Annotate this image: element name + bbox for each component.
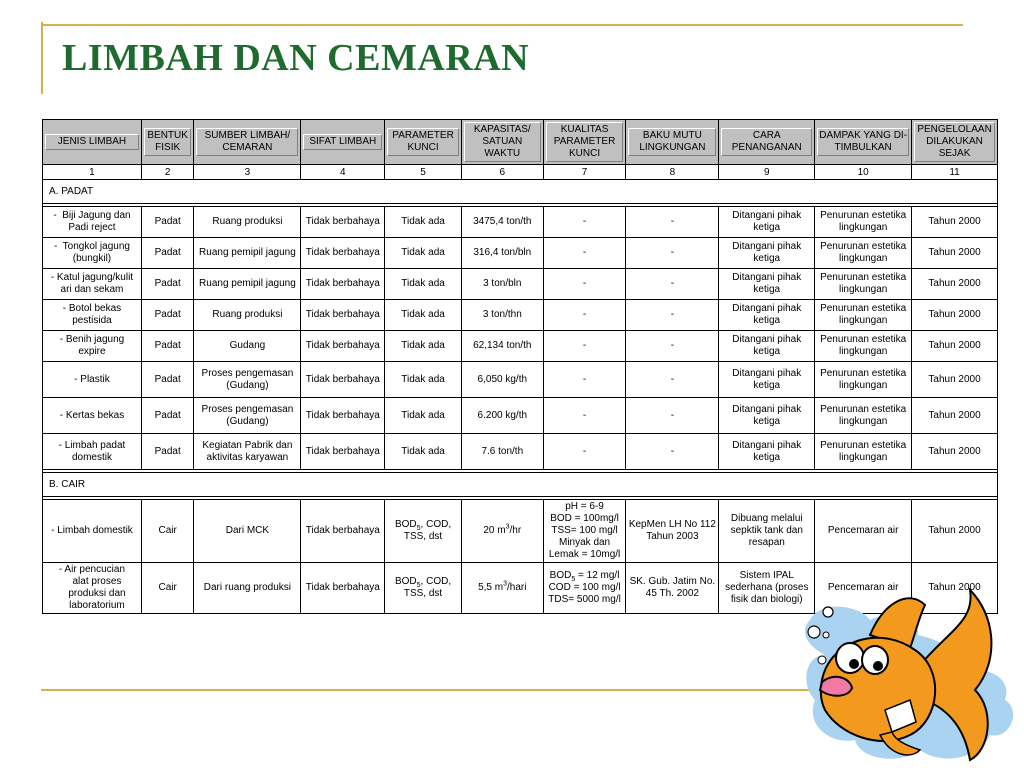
column-number: 8 bbox=[626, 165, 719, 180]
cell-kualitas: - bbox=[543, 331, 626, 362]
cell-jenis: - Biji Jagung dan Padi reject bbox=[43, 207, 142, 238]
column-number-row bbox=[43, 165, 998, 180]
section-row-cair bbox=[43, 473, 998, 497]
cell-sifat: Tidak berbahaya bbox=[301, 434, 385, 470]
cell-jenis: - Limbah padat domestik bbox=[43, 434, 142, 470]
padat-rows bbox=[43, 207, 998, 470]
cell-baku-mutu: SK. Gub. Jatim No. 45 Th. 2002 bbox=[626, 563, 719, 614]
column-number: 11 bbox=[912, 165, 998, 180]
cell-bentuk: Padat bbox=[141, 398, 193, 434]
cell-baku-mutu: KepMen LH No 112 Tahun 2003 bbox=[626, 500, 719, 563]
cell-dampak: Penurunan estetika lingkungan bbox=[815, 434, 912, 470]
header-cell: PARAMETER KUNCI bbox=[385, 120, 462, 165]
cell-parameter: Tidak ada bbox=[385, 269, 462, 300]
header-cell: SIFAT LIMBAH bbox=[301, 120, 385, 165]
header-cell: KUALITAS PARAMETER KUNCI bbox=[543, 120, 626, 165]
cell-baku-mutu: - bbox=[626, 269, 719, 300]
cell-sumber: Ruang produksi bbox=[194, 300, 301, 331]
table-row bbox=[43, 362, 998, 398]
cell-kapasitas: 6,050 kg/th bbox=[461, 362, 543, 398]
title-accent-bar bbox=[41, 22, 43, 94]
cell-bentuk: Padat bbox=[141, 362, 193, 398]
cell-bentuk: Cair bbox=[141, 500, 193, 563]
cell-parameter: Tidak ada bbox=[385, 207, 462, 238]
table-row bbox=[43, 398, 998, 434]
cell-cara: Ditangani pihak ketiga bbox=[719, 362, 815, 398]
cell-sejak: Tahun 2000 bbox=[912, 331, 998, 362]
cell-sifat: Tidak berbahaya bbox=[301, 398, 385, 434]
cell-baku-mutu: - bbox=[626, 434, 719, 470]
cell-dampak: Penurunan estetika lingkungan bbox=[815, 269, 912, 300]
cell-sumber: Ruang pemipil jagung bbox=[194, 269, 301, 300]
cell-kapasitas: 20 $m^3/hr$ bbox=[461, 500, 543, 563]
header-cell: PENGELOLAAN DILAKUKAN SEJAK bbox=[912, 120, 998, 165]
header-cell: CARA PENANGANAN bbox=[719, 120, 815, 165]
cell-kapasitas: 7.6 ton/th bbox=[461, 434, 543, 470]
header-cell: KAPASITAS/ SATUAN WAKTU bbox=[461, 120, 543, 165]
cell-cara: Ditangani pihak ketiga bbox=[719, 398, 815, 434]
cell-jenis: - Air pencucian alat proses produksi dan laboratorium bbox=[43, 563, 142, 614]
cell-parameter: Tidak ada bbox=[385, 398, 462, 434]
slide-title: LIMBAH DAN CEMARAN bbox=[62, 37, 530, 79]
cell-dampak: Penurunan estetika lingkungan bbox=[815, 207, 912, 238]
header-cell: JENIS LIMBAH bbox=[43, 120, 142, 165]
table-row bbox=[43, 300, 998, 331]
cell-sifat: Tidak berbahaya bbox=[301, 362, 385, 398]
cell-sejak: Tahun 2000 bbox=[912, 269, 998, 300]
cell-kapasitas: 3475,4 ton/th bbox=[461, 207, 543, 238]
cell-cara: Ditangani pihak ketiga bbox=[719, 238, 815, 269]
header-cell: BENTUK FISIK bbox=[141, 120, 193, 165]
cell-bentuk: Padat bbox=[141, 238, 193, 269]
section-label: A. PADAT bbox=[43, 180, 998, 204]
column-number: 4 bbox=[301, 165, 385, 180]
cell-parameter: Tidak ada bbox=[385, 331, 462, 362]
cell-bentuk: Padat bbox=[141, 300, 193, 331]
cell-kapasitas: 316,4 ton/bln bbox=[461, 238, 543, 269]
cell-cara: Ditangani pihak ketiga bbox=[719, 269, 815, 300]
cell-sumber: Ruang produksi bbox=[194, 207, 301, 238]
cell-jenis: - Limbah domestik bbox=[43, 500, 142, 563]
fish-lips bbox=[820, 677, 852, 696]
cell-kualitas: pH = 6-9 BOD = 100mg/l TSS= 100 mg/l Minyak dan Lemak = 10mg/l bbox=[543, 500, 626, 563]
cell-sumber: Gudang bbox=[194, 331, 301, 362]
cell-kapasitas: 6.200 kg/th bbox=[461, 398, 543, 434]
cell-baku-mutu: - bbox=[626, 398, 719, 434]
column-number: 5 bbox=[385, 165, 462, 180]
cell-cara: Sistem IPAL sederhana (proses fisik dan biologi) bbox=[719, 563, 815, 614]
cell-kualitas: - bbox=[543, 269, 626, 300]
cell-sifat: Tidak berbahaya bbox=[301, 300, 385, 331]
cell-sifat: Tidak berbahaya bbox=[301, 269, 385, 300]
cell-jenis: - Plastik bbox=[43, 362, 142, 398]
fish-eye-left bbox=[836, 643, 864, 673]
cell-bentuk: Padat bbox=[141, 331, 193, 362]
cell-bentuk: Padat bbox=[141, 269, 193, 300]
cell-dampak: Penurunan estetika lingkungan bbox=[815, 398, 912, 434]
cell-kualitas: - bbox=[543, 398, 626, 434]
cell-cara: Ditangani pihak ketiga bbox=[719, 300, 815, 331]
cell-dampak: Penurunan estetika lingkungan bbox=[815, 300, 912, 331]
cell-jenis: - Botol bekas pestisida bbox=[43, 300, 142, 331]
cell-cara: Ditangani pihak ketiga bbox=[719, 434, 815, 470]
cell-sifat: Tidak berbahaya bbox=[301, 331, 385, 362]
cell-jenis: - Tongkol jagung (bungkil) bbox=[43, 238, 142, 269]
header-cell: SUMBER LIMBAH/ CEMARAN bbox=[194, 120, 301, 165]
cell-kualitas: - bbox=[543, 207, 626, 238]
cell-sumber: Ruang pemipil jagung bbox=[194, 238, 301, 269]
cell-dampak: Pencemaran air bbox=[815, 500, 912, 563]
cell-sumber: Kegiatan Pabrik dan aktivitas karyawan bbox=[194, 434, 301, 470]
header-row bbox=[43, 120, 998, 165]
cell-kapasitas: 3 ton/bln bbox=[461, 269, 543, 300]
cell-sejak: Tahun 2000 bbox=[912, 238, 998, 269]
goldfish-clipart-icon bbox=[800, 560, 1024, 768]
cell-baku-mutu: - bbox=[626, 331, 719, 362]
cell-kapasitas: 3 ton/thn bbox=[461, 300, 543, 331]
column-number: 9 bbox=[719, 165, 815, 180]
column-number: 10 bbox=[815, 165, 912, 180]
column-number: 3 bbox=[194, 165, 301, 180]
cell-dampak: Pencemaran air bbox=[815, 563, 912, 614]
top-rule bbox=[41, 24, 963, 26]
cell-parameter: Tidak ada bbox=[385, 434, 462, 470]
cell-sejak: Tahun 2000 bbox=[912, 434, 998, 470]
cell-sifat: Tidak berbahaya bbox=[301, 563, 385, 614]
cell-kualitas: - bbox=[543, 434, 626, 470]
cell-sejak: Tahun 2000 bbox=[912, 207, 998, 238]
cell-kualitas: - bbox=[543, 238, 626, 269]
cell-kapasitas: 5,5 $m^3$/hari bbox=[461, 563, 543, 614]
cell-sifat: Tidak berbahaya bbox=[301, 207, 385, 238]
cell-parameter: $BOD_5$, COD, TSS, dst bbox=[385, 500, 462, 563]
cell-sumber: Proses pengemasan (Gudang) bbox=[194, 398, 301, 434]
cell-baku-mutu: - bbox=[626, 362, 719, 398]
cell-cara: Ditangani pihak ketiga bbox=[719, 331, 815, 362]
table-row bbox=[43, 207, 998, 238]
cell-jenis: - Katul jagung/kulit ari dan sekam bbox=[43, 269, 142, 300]
cell-bentuk: Cair bbox=[141, 563, 193, 614]
cell-dampak: Penurunan estetika lingkungan bbox=[815, 331, 912, 362]
cell-baku-mutu: - bbox=[626, 207, 719, 238]
cell-parameter: Tidak ada bbox=[385, 300, 462, 331]
cell-sumber: Proses pengemasan (Gudang) bbox=[194, 362, 301, 398]
cell-kualitas: $BOD_5 = 12$ mg/l COD = 100 mg/l TDS= 5000 mg/l bbox=[543, 563, 626, 614]
cell-parameter: Tidak ada bbox=[385, 238, 462, 269]
cell-cara: Ditangani pihak ketiga bbox=[719, 207, 815, 238]
section-row-padat bbox=[43, 180, 998, 204]
header-cell: BAKU MUTU LINGKUNGAN bbox=[626, 120, 719, 165]
cell-sejak: Tahun 2000 bbox=[912, 398, 998, 434]
table-row bbox=[43, 331, 998, 362]
column-number: 6 bbox=[461, 165, 543, 180]
cell-sejak: Tahun 2000 bbox=[912, 300, 998, 331]
table-row bbox=[43, 269, 998, 300]
cell-sifat: Tidak berbahaya bbox=[301, 500, 385, 563]
header-cell: DAMPAK YANG DI-TIMBULKAN bbox=[815, 120, 912, 165]
cell-kualitas: - bbox=[543, 300, 626, 331]
bottom-rule bbox=[41, 689, 841, 691]
cell-dampak: Penurunan estetika lingkungan bbox=[815, 362, 912, 398]
cell-kualitas: - bbox=[543, 362, 626, 398]
cell-jenis: - Benih jagung expire bbox=[43, 331, 142, 362]
cell-sumber: Dari ruang produksi bbox=[194, 563, 301, 614]
cell-kapasitas: 62,134 ton/th bbox=[461, 331, 543, 362]
cell-jenis: - Kertas bekas bbox=[43, 398, 142, 434]
table-row bbox=[43, 238, 998, 269]
table-row bbox=[43, 434, 998, 470]
column-number: 7 bbox=[543, 165, 626, 180]
cell-dampak: Penurunan estetika lingkungan bbox=[815, 238, 912, 269]
cell-sejak: Tahun 2000 bbox=[912, 500, 998, 563]
column-number: 2 bbox=[141, 165, 193, 180]
cell-parameter: Tidak ada bbox=[385, 362, 462, 398]
cell-baku-mutu: - bbox=[626, 238, 719, 269]
cell-parameter: $BOD_5$, COD, TSS, dst bbox=[385, 563, 462, 614]
cell-bentuk: Padat bbox=[141, 434, 193, 470]
section-label: B. CAIR bbox=[43, 473, 998, 497]
cell-cara: Dibuang melalui sepktik tank dan resapan bbox=[719, 500, 815, 563]
table-row bbox=[43, 500, 998, 563]
cell-sifat: Tidak berbahaya bbox=[301, 238, 385, 269]
waste-table bbox=[42, 119, 998, 614]
cell-baku-mutu: - bbox=[626, 300, 719, 331]
cell-bentuk: Padat bbox=[141, 207, 193, 238]
cell-sumber: Dari MCK bbox=[194, 500, 301, 563]
cell-sejak: Tahun 2000 bbox=[912, 362, 998, 398]
cell-sejak: Tahun 2000 bbox=[912, 563, 998, 614]
column-number: 1 bbox=[43, 165, 142, 180]
